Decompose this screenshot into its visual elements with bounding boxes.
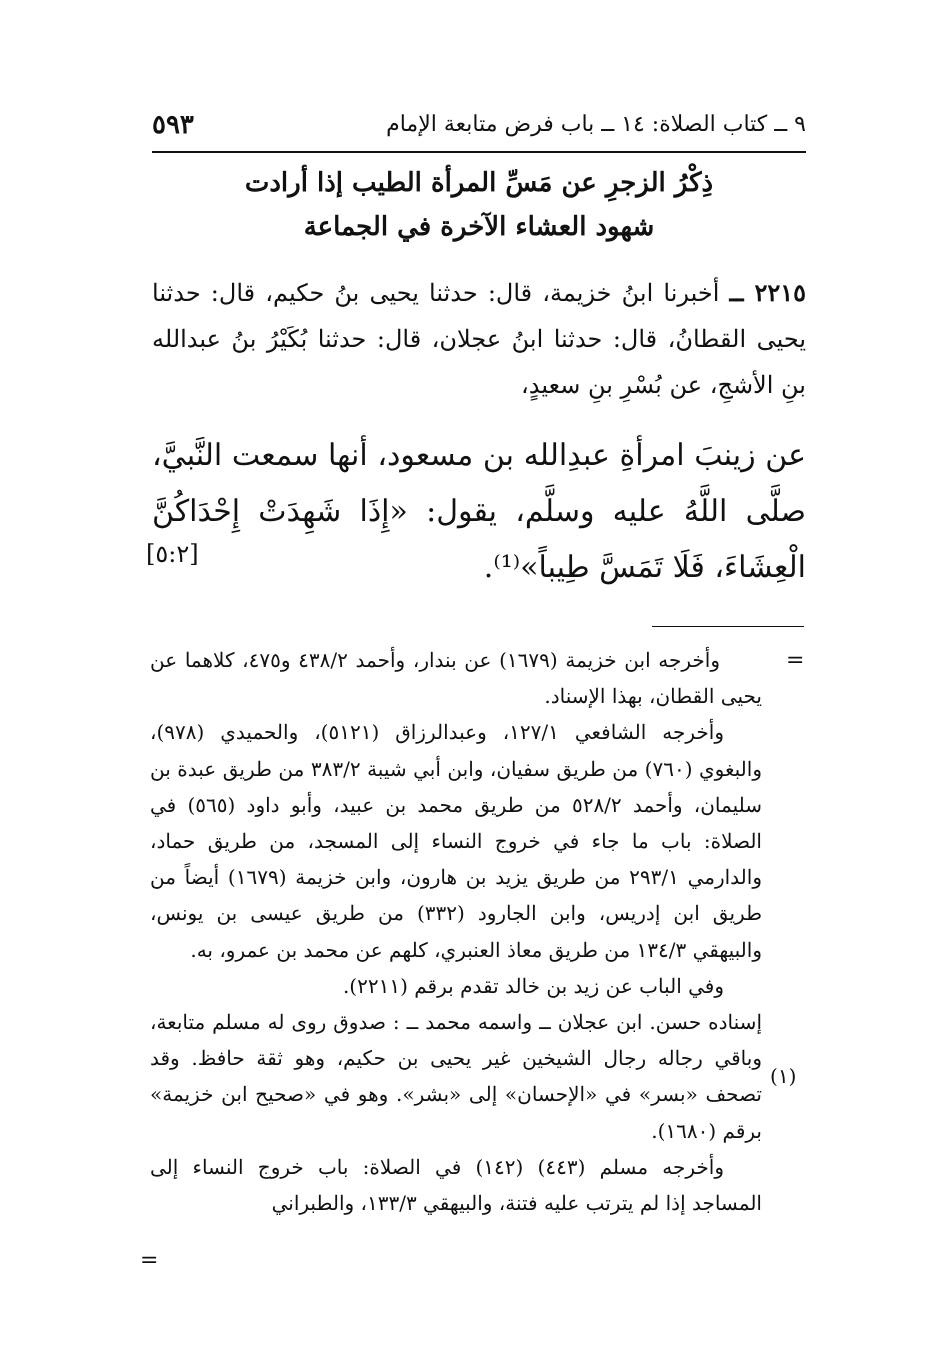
footnotes: [150, 642, 762, 1221]
section-title-line2: شهود العشاء الآخرة في الجماعة: [303, 212, 655, 242]
page-header: [152, 108, 806, 148]
hadith-number: ٢٢١٥ ــ: [729, 278, 806, 307]
footnote-paragraph: وأخرجه مسلم (٤٤٣) (١٤٢) في الصلاة: باب خروج النساء إلى المساجد إذا لم يترتب عليه فتنة، والبيهقي ١٣٣/٣، والطبراني: [150, 1154, 762, 1216]
continuation-mark-top: =: [786, 648, 805, 673]
hadith-reference: [٥:٢]: [146, 540, 199, 568]
section-title-line1: ذِكْرُ الزجرِ عن مَسِّ المرأة الطيب إذا أرادت: [244, 168, 714, 198]
hadith-matn: عن زينبَ امرأةِ عبدِالله بن مسعود، أنها سمعت النَّبيَّ، صلَّى اللَّهُ عليه وسلَّم، يقول: «إِذَا شَهِدَتْ إِحْدَاكُنَّ الْعِشَاءَ، فَلَا تَمَسَّ طِيباً»⁽¹⁾.: [152, 438, 806, 585]
header-rule: [152, 151, 806, 153]
running-head: ٩ ــ كتاب الصلاة: ١٤ ــ باب فرض متابعة الإمام: [386, 112, 806, 137]
footnote-1: إسناده حسن. ابن عجلان ــ واسمه محمد ــ : صدوق روى له مسلم متابعة، وباقي رجاله رجال الشيخين غير يحيى بن حكيم، وهو ثقة حافظ. وقد تصحف «بسر» في «الإحسان» إلى «بشر». وهو في «صحيح ابن خزيمة» برقم (١٦٨٠).: [150, 1010, 762, 1143]
footnote-paragraph: وفي الباب عن زيد بن خالد تقدم برقم (٢٢١١).: [342, 973, 724, 998]
footnote-paragraph: وأخرجه الشافعي ١٢٧/١، وعبدالرزاق (٥١٢١)، والحميدي (٩٧٨)، والبغوي (٧٦٠) من طريق سفيان، وابن أبي شيبة ٣٨٣/٢ من طريق عبدة بن سليمان، وأحمد ٥٢٨/٢ من طريق محمد بن عبيد، وأبو داود (٥٦٥) في الصلاة: باب ما جاء في خروج النساء إلى المسجد، من طريق حماد، والدارمي ٢٩٣/١ من طريق يزيد بن هارون، وابن خزيمة (١٦٧٩) أيضاً من طريق ابن إدريس، وابن الجارود (٣٣٢) من طريق عيسى بن يونس، والبيهقي ١٣٤/٣ من طريق معاذ العنبري، كلهم عن محمد بن عمرو، به.: [150, 720, 763, 962]
hadith-isnad: [152, 270, 806, 408]
isnad-text: أخبرنا ابنُ خزيمة، قال: حدثنا يحيى بنُ حكيم، قال: حدثنا يحيى القطانُ، قال: حدثنا ابنُ عجلان، قال: حدثنا بُكَيْرُ بنُ عبدالله بنِ الأشجِ، عن بُسْرِ بنِ سعيدٍ،: [152, 279, 807, 399]
footnote-1-marker: (١): [770, 1064, 797, 1088]
footnote-separator: [652, 626, 804, 627]
page-number: ٥٩٣: [152, 110, 194, 140]
continuation-mark-bottom: =: [140, 1248, 159, 1273]
footnote-paragraph: وأخرجه ابن خزيمة (١٦٧٩) عن بندار، وأحمد ٤٣٨/٢ و٤٧٥، كلاهما عن يحيى القطان، بهذا الإسناد.: [150, 648, 762, 709]
